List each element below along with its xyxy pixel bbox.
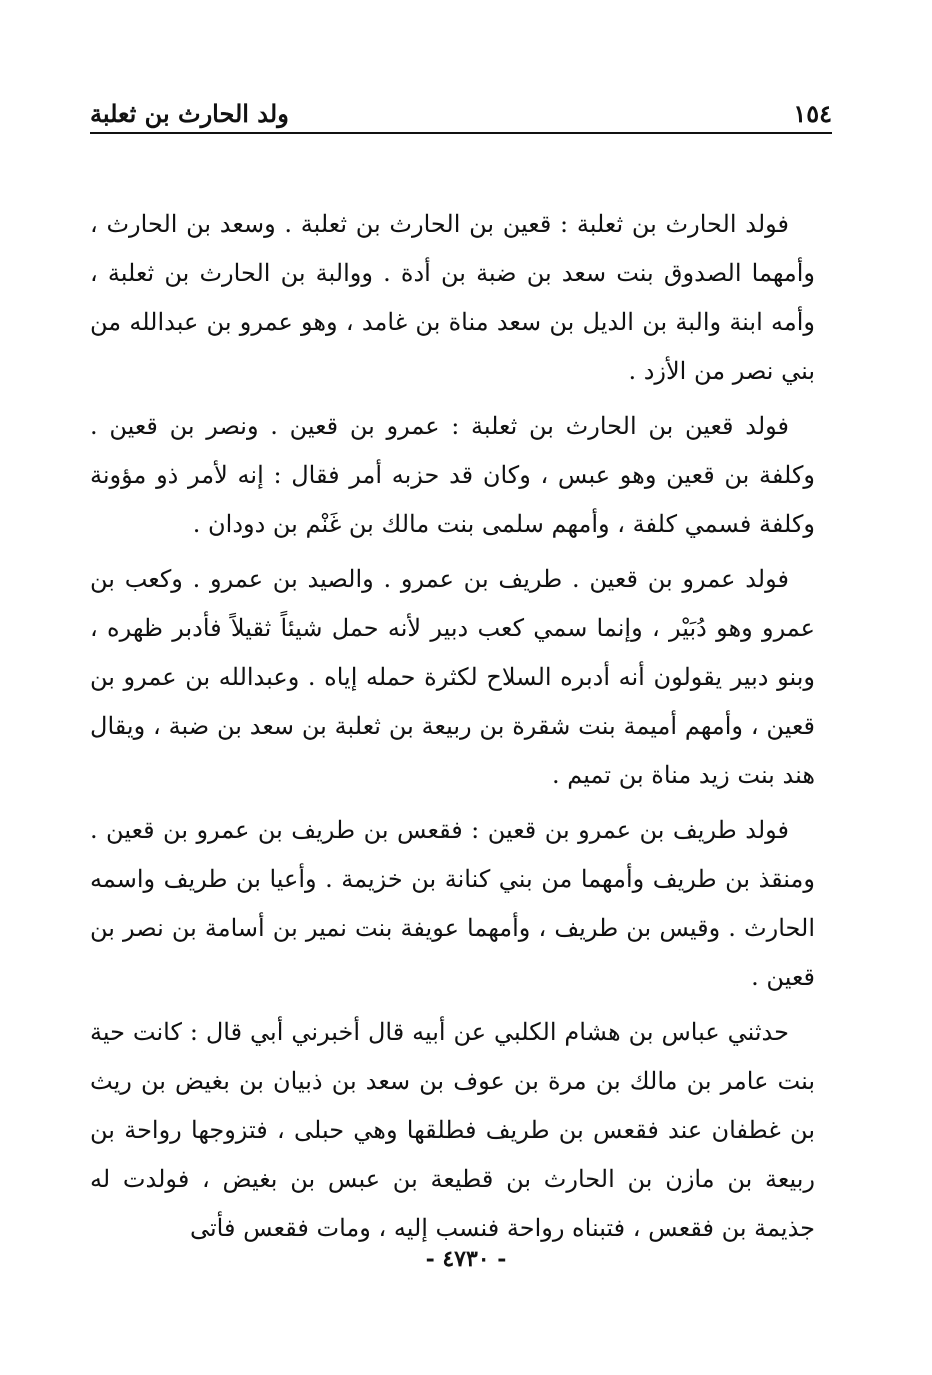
header-title: ولد الحارث بن ثعلبة xyxy=(90,99,289,128)
paragraph: فولد طريف بن عمرو بن قعين : فقعس بن طريف بن عمرو بن قعين . ومنقذ بن طريف وأمهما من بني كنانة بن خزيمة . وأعيا بن طريف واسمه الحارث . وقيس بن طريف ، وأمهما عويفة بنت نمير بن أسامة بن نصر بن قعين . xyxy=(90,816,815,991)
paragraph: فولد عمرو بن قعين . طريف بن عمرو . والصيد بن عمرو . وكعب بن عمرو وهو دُبَيْر ، وإنما سمي كعب دبير لأنه حمل شيئاً ثقيلاً فأدبر ظهره ، وبنو دبير يقولون أنه أدبره السلاح لكثرة حمله إياه . وعبدالله بن عمرو بن قعين ، وأمهم أميمة بنت شقرة بن ربيعة بن ثعلبة بن سعد بن ضبة ، ويقال هند بنت زيد مناة بن تميم . xyxy=(90,565,815,789)
header-page-number: ١٥٤ xyxy=(793,99,832,128)
page-body xyxy=(90,200,815,1259)
paragraph: فولد الحارث بن ثعلبة : قعين بن الحارث بن ثعلبة . وسعد بن الحارث ، وأمهما الصدوق بنت سعد بن ضبة بن أدة . ووالبة بن الحارث بن ثعلبة ، وأمه ابنة والبة بن الديل بن سعد مناة بن غامد ، وهو عمرو بن عبدالله من بني نصر من الأزد . xyxy=(90,210,815,385)
running-header xyxy=(90,88,832,134)
paragraph: فولد قعين بن الحارث بن ثعلبة : عمرو بن قعين . ونصر بن قعين . وكلفة بن قعين وهو عبس ، وكان قد حزبه أمر فقال : إنه لأمر ذو مؤونة وكلفة فسمي كلفة ، وأمهم سلمى بنت مالك بن غَنْم بن دودان . xyxy=(90,412,815,538)
paragraph: حدثني عباس بن هشام الكلبي عن أبيه قال أخبرني أبي قال : كانت حية بنت عامر بن مالك بن مرة بن عوف بن سعد بن ذبيان بن بغيض بن ريث بن غطفان عند فقعس بن طريف فطلقها وهي حبلى ، فتزوجها رواحة بن ربيعة بن مازن بن الحارث بن قطيعة بن عبس بن بغيض ، فولدت له جذيمة بن فقعس ، فتبناه رواحة فنسب إليه ، ومات فقعس فأتى xyxy=(90,1018,815,1242)
page-footer-number: - ٤٧٣٠ - xyxy=(425,1246,507,1272)
